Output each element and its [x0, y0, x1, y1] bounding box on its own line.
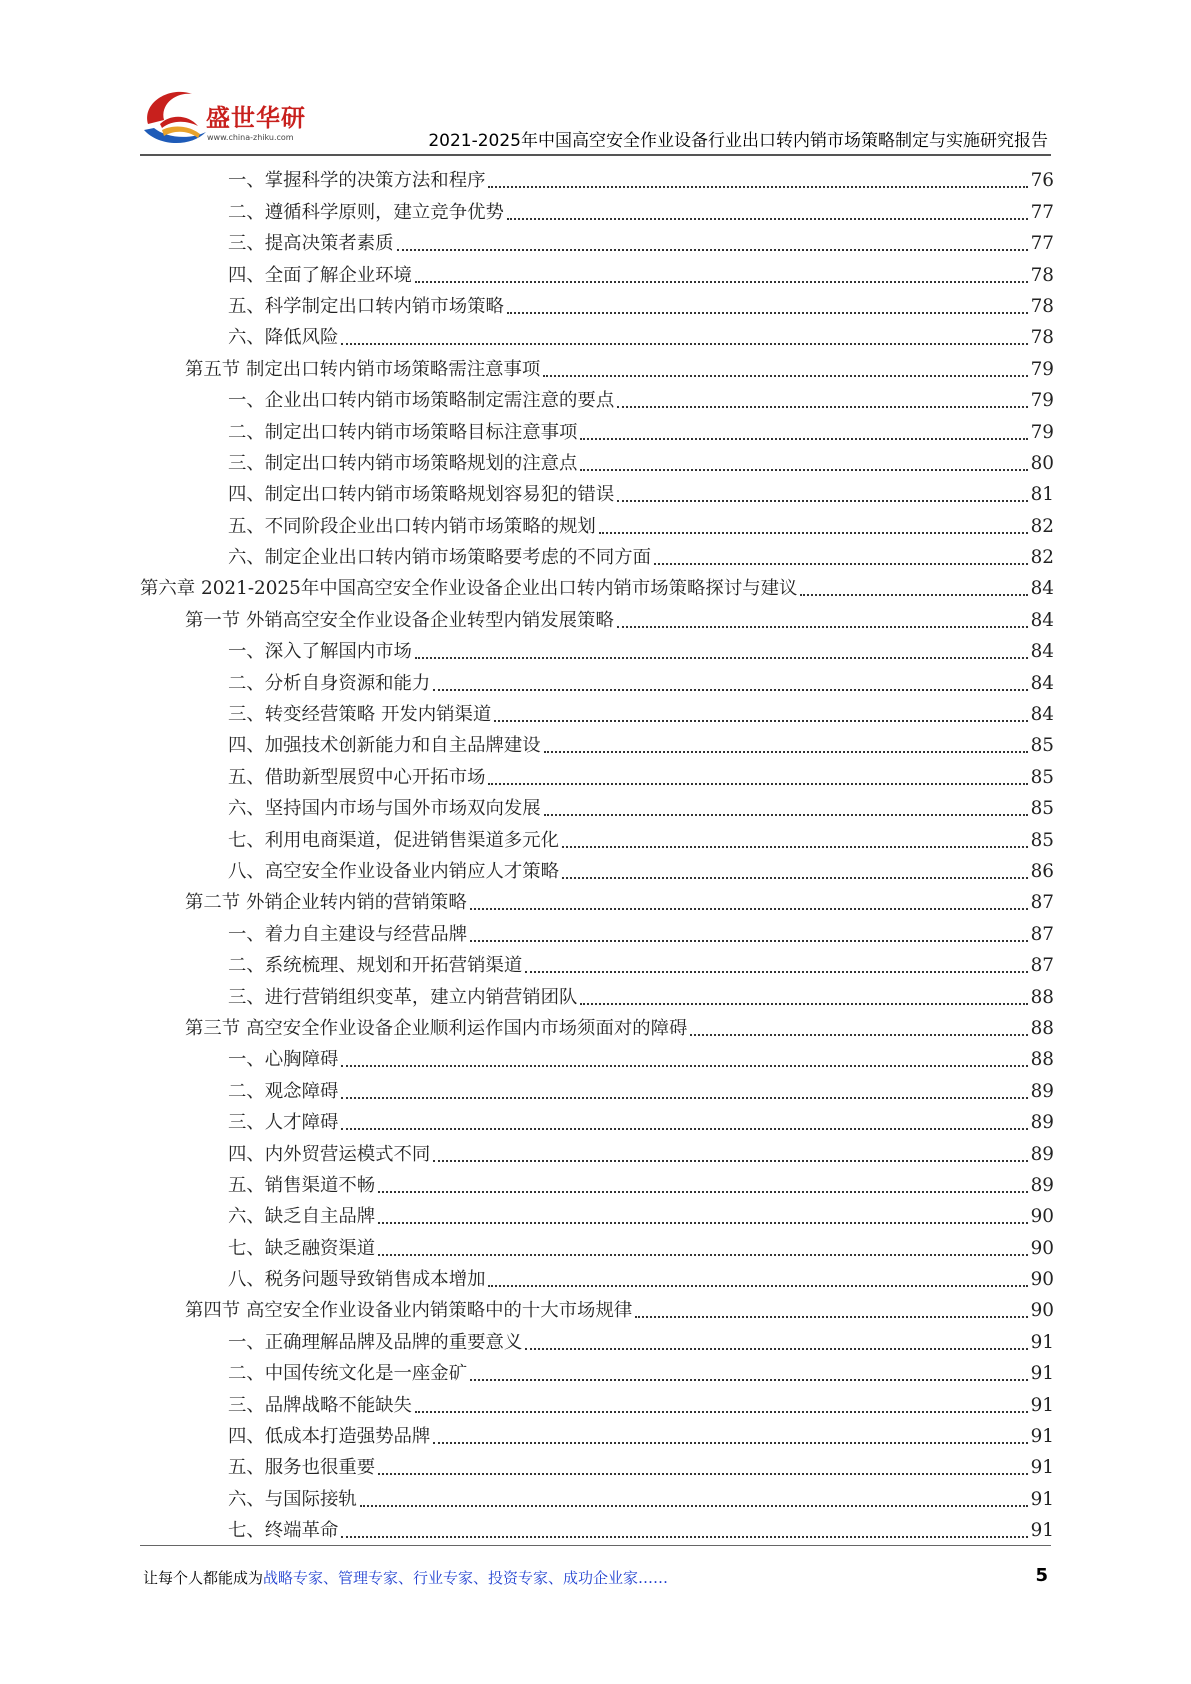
toc-entry-page: 87 — [1030, 923, 1054, 945]
footer-divider — [140, 1545, 1051, 1546]
toc-entry[interactable] — [140, 852, 1054, 883]
toc-entry-page: 82 — [1030, 515, 1054, 537]
toc-entry-title: 六、降低风险 — [228, 327, 339, 349]
toc-entry-page: 91 — [1030, 1426, 1054, 1448]
toc-entry-page: 79 — [1030, 421, 1054, 443]
toc-entry-page: 77 — [1030, 233, 1054, 255]
toc-leader-dots — [690, 1034, 1027, 1036]
toc-entry-title: 五、服务也很重要 — [228, 1457, 376, 1479]
toc-entry-page: 87 — [1030, 955, 1054, 977]
toc-entry-page: 87 — [1030, 892, 1054, 914]
toc-entry-page: 80 — [1030, 452, 1054, 474]
toc-entry-title: 四、全面了解企业环境 — [228, 264, 412, 286]
toc-entry-page: 89 — [1030, 1143, 1054, 1165]
toc-entry-page: 84 — [1030, 704, 1054, 726]
toc-entry-title: 五、科学制定出口转内销市场策略 — [228, 295, 504, 317]
toc-entry-page: 91 — [1030, 1331, 1054, 1353]
toc-entry[interactable] — [140, 946, 1054, 977]
toc-entry[interactable] — [140, 757, 1054, 788]
toc-entry-title: 二、遵循科学原则，建立竞争优势 — [228, 201, 504, 223]
toc-entry[interactable] — [140, 663, 1054, 694]
toc-entry[interactable] — [140, 1197, 1054, 1228]
toc-entry-title: 四、制定出口转内销市场策略规划容易犯的错误 — [228, 484, 615, 506]
toc-entry-page: 85 — [1030, 735, 1054, 757]
toc-entry[interactable] — [140, 1166, 1054, 1197]
toc-entry[interactable] — [140, 695, 1054, 726]
toc-entry[interactable] — [140, 1260, 1054, 1291]
toc-entry-page: 77 — [1030, 201, 1054, 223]
toc-entry[interactable] — [140, 538, 1054, 569]
toc-entry-page: 85 — [1030, 798, 1054, 820]
toc-entry-page: 84 — [1030, 578, 1054, 600]
toc-leader-dots — [415, 1411, 1028, 1413]
toc-entry-page: 78 — [1030, 295, 1054, 317]
toc-entry-title: 一、深入了解国内市场 — [228, 641, 412, 663]
toc-entry-page: 91 — [1030, 1488, 1054, 1510]
toc-entry-title: 四、内外贸营运模式不同 — [228, 1143, 431, 1165]
toc-leader-dots — [341, 1097, 1027, 1099]
toc-entry[interactable] — [140, 1071, 1054, 1102]
toc-entry-title: 六、与国际接轨 — [228, 1488, 357, 1510]
toc-leader-dots — [433, 1160, 1027, 1162]
toc-entry-title: 第一节 外销高空安全作业设备企业转型内销发展策略 — [185, 609, 614, 631]
toc-leader-dots — [507, 218, 1028, 220]
toc-entry[interactable] — [140, 600, 1054, 631]
toc-leader-dots — [617, 626, 1028, 628]
logo-name: 盛世华研 — [206, 104, 306, 132]
toc-entry-page: 84 — [1030, 672, 1054, 694]
toc-entry-page: 78 — [1030, 264, 1054, 286]
toc-entry-page: 88 — [1030, 1049, 1054, 1071]
toc-leader-dots — [397, 249, 1028, 251]
toc-entry-title: 七、终端革命 — [228, 1520, 339, 1542]
toc-leader-dots — [470, 908, 1028, 910]
toc-entry[interactable] — [140, 287, 1054, 318]
toc-entry[interactable] — [140, 412, 1054, 443]
toc-leader-dots — [341, 343, 1027, 345]
toc-entry[interactable] — [140, 569, 1054, 600]
toc-leader-dots — [341, 1128, 1027, 1130]
toc-entry-page: 89 — [1030, 1174, 1054, 1196]
toc-entry[interactable] — [140, 192, 1054, 223]
toc-entry[interactable] — [140, 726, 1054, 757]
toc-entry-page: 89 — [1030, 1112, 1054, 1134]
toc-entry-title: 七、缺乏融资渠道 — [228, 1237, 376, 1259]
toc-entry-title: 八、高空安全作业设备业内销应人才策略 — [228, 860, 560, 882]
toc-entry[interactable] — [140, 1354, 1054, 1385]
toc-entry[interactable] — [140, 161, 1054, 192]
logo-url: www.china-zhiku.com — [207, 133, 294, 142]
toc-entry-page: 90 — [1030, 1237, 1054, 1259]
page-number: 5 — [1035, 1565, 1048, 1586]
toc-entry-title: 第六章 2021-2025年中国高空安全作业设备企业出口转内销市场策略探讨与建议 — [140, 578, 798, 600]
toc-entry-title: 六、制定企业出口转内销市场策略要考虑的不同方面 — [228, 547, 651, 569]
toc-entry[interactable] — [140, 820, 1054, 851]
toc-entry-page: 90 — [1030, 1206, 1054, 1228]
toc-entry[interactable] — [140, 1040, 1054, 1071]
toc-leader-dots — [635, 1316, 1027, 1318]
toc-entry-title: 第三节 高空安全作业设备企业顺利运作国内市场须面对的障碍 — [185, 1017, 688, 1039]
toc-entry-title: 五、借助新型展贸中心开拓市场 — [228, 766, 486, 788]
toc-leader-dots — [507, 312, 1028, 314]
toc-entry[interactable] — [140, 1228, 1054, 1259]
toc-entry-title: 第五节 制定出口转内销市场策略需注意事项 — [185, 358, 541, 380]
toc-leader-dots — [562, 877, 1028, 879]
toc-entry-page: 78 — [1030, 327, 1054, 349]
toc-leader-dots — [415, 657, 1028, 659]
toc-entry-title: 八、税务问题导致销售成本增加 — [228, 1269, 486, 1291]
toc-entry[interactable] — [140, 1103, 1054, 1134]
toc-entry-title: 三、进行营销组织变革，建立内销营销团队 — [228, 986, 578, 1008]
toc-entry-page: 82 — [1030, 547, 1054, 569]
toc-leader-dots — [378, 1473, 1027, 1475]
toc-entry-title: 二、系统梳理、规划和开拓营销渠道 — [228, 955, 523, 977]
toc-leader-dots — [617, 406, 1027, 408]
toc-entry[interactable] — [140, 883, 1054, 914]
toc-entry-page: 85 — [1030, 766, 1054, 788]
toc-leader-dots — [488, 783, 1027, 785]
toc-entry[interactable] — [140, 1448, 1054, 1479]
toc-entry-title: 一、着力自主建设与经营品牌 — [228, 923, 468, 945]
toc-entry-title: 三、制定出口转内销市场策略规划的注意点 — [228, 452, 578, 474]
toc-entry-title: 六、坚持国内市场与国外市场双向发展 — [228, 798, 541, 820]
toc-leader-dots — [488, 1285, 1027, 1287]
toc-leader-dots — [800, 594, 1027, 596]
toc-entry-page: 88 — [1030, 986, 1054, 1008]
footer-slogan — [143, 1567, 668, 1588]
toc-leader-dots — [415, 281, 1028, 283]
toc-entry-title: 第四节 高空安全作业设备业内销策略中的十大市场规律 — [185, 1300, 633, 1322]
toc-entry-page: 84 — [1030, 609, 1054, 631]
toc-leader-dots — [378, 1191, 1027, 1193]
toc-entry[interactable] — [140, 1009, 1054, 1040]
toc-leader-dots — [543, 375, 1027, 377]
toc-leader-dots — [488, 186, 1027, 188]
toc-leader-dots — [470, 940, 1028, 942]
toc-leader-dots — [433, 1442, 1027, 1444]
toc-entry-page: 79 — [1030, 358, 1054, 380]
toc-leader-dots — [580, 438, 1027, 440]
slogan-prefix: 让每个人都能成为 — [143, 1569, 264, 1587]
toc-leader-dots — [378, 1222, 1027, 1224]
toc-entry[interactable] — [140, 914, 1054, 945]
toc-entry[interactable] — [140, 1322, 1054, 1353]
toc-entry-page: 91 — [1030, 1363, 1054, 1385]
toc-entry[interactable] — [140, 1417, 1054, 1448]
toc-entry-title: 五、不同阶段企业出口转内销市场策略的规划 — [228, 515, 596, 537]
toc-entry-page: 90 — [1030, 1300, 1054, 1322]
toc-entry[interactable] — [140, 632, 1054, 663]
toc-leader-dots — [494, 720, 1027, 722]
toc-entry-title: 一、正确理解品牌及品牌的重要意义 — [228, 1331, 523, 1353]
toc-entry[interactable] — [140, 475, 1054, 506]
table-of-contents — [140, 161, 1054, 1542]
toc-leader-dots — [580, 1003, 1027, 1005]
toc-entry-title: 一、掌握科学的决策方法和程序 — [228, 170, 486, 192]
toc-entry[interactable] — [140, 255, 1054, 286]
toc-entry[interactable] — [140, 1479, 1054, 1510]
toc-entry-title: 三、提高决策者素质 — [228, 233, 394, 255]
toc-entry-title: 一、心胸障碍 — [228, 1049, 339, 1071]
toc-leader-dots — [378, 1254, 1027, 1256]
toc-entry[interactable] — [140, 444, 1054, 475]
toc-leader-dots — [525, 1348, 1027, 1350]
toc-entry-page: 86 — [1030, 860, 1054, 882]
toc-entry-page: 90 — [1030, 1269, 1054, 1291]
toc-entry[interactable] — [140, 349, 1054, 380]
slogan-highlight: 战略专家、管理专家、行业专家、投资专家、成功企业家…… — [263, 1569, 669, 1587]
toc-entry[interactable] — [140, 506, 1054, 537]
toc-entry-page: 79 — [1030, 390, 1054, 412]
toc-leader-dots — [341, 1065, 1027, 1067]
toc-entry-title: 四、低成本打造强势品牌 — [228, 1426, 431, 1448]
toc-leader-dots — [470, 1379, 1028, 1381]
toc-entry-title: 二、中国传统文化是一座金矿 — [228, 1363, 468, 1385]
report-title: 2021-2025年中国高空安全作业设备行业出口转内销市场策略制定与实施研究报告 — [428, 131, 1048, 151]
toc-entry-title: 二、观念障碍 — [228, 1080, 339, 1102]
toc-entry[interactable] — [140, 318, 1054, 349]
toc-entry[interactable] — [140, 1385, 1054, 1416]
toc-entry-title: 第二节 外销企业转内销的营销策略 — [185, 892, 467, 914]
toc-entry-page: 91 — [1030, 1457, 1054, 1479]
toc-leader-dots — [360, 1505, 1028, 1507]
toc-leader-dots — [599, 532, 1028, 534]
toc-entry-page: 91 — [1030, 1520, 1054, 1542]
toc-leader-dots — [544, 751, 1028, 753]
toc-entry[interactable] — [140, 1134, 1054, 1165]
toc-entry[interactable] — [140, 381, 1054, 412]
toc-entry-page: 84 — [1030, 641, 1054, 663]
toc-leader-dots — [617, 500, 1027, 502]
header-divider — [140, 154, 1051, 156]
toc-entry-page: 85 — [1030, 829, 1054, 851]
toc-leader-dots — [525, 971, 1027, 973]
toc-entry-title: 四、加强技术创新能力和自主品牌建设 — [228, 735, 541, 757]
toc-entry[interactable] — [140, 1511, 1054, 1542]
toc-leader-dots — [341, 1536, 1027, 1538]
toc-entry-title: 一、企业出口转内销市场策略制定需注意的要点 — [228, 390, 615, 412]
toc-entry[interactable] — [140, 1291, 1054, 1322]
toc-entry-title: 三、转变经营策略 开发内销渠道 — [228, 704, 492, 726]
toc-leader-dots — [433, 689, 1027, 691]
toc-entry-title: 三、人才障碍 — [228, 1112, 339, 1134]
toc-entry-page: 76 — [1030, 170, 1054, 192]
toc-entry-title: 三、品牌战略不能缺失 — [228, 1394, 412, 1416]
toc-leader-dots — [544, 814, 1028, 816]
toc-entry[interactable] — [140, 977, 1054, 1008]
toc-entry[interactable] — [140, 224, 1054, 255]
toc-entry-page: 88 — [1030, 1017, 1054, 1039]
toc-entry-title: 六、缺乏自主品牌 — [228, 1206, 376, 1228]
toc-entry-title: 二、分析自身资源和能力 — [228, 672, 431, 694]
toc-entry-page: 89 — [1030, 1080, 1054, 1102]
toc-entry-title: 五、销售渠道不畅 — [228, 1174, 376, 1196]
toc-leader-dots — [580, 469, 1027, 471]
toc-entry[interactable] — [140, 789, 1054, 820]
toc-entry-page: 81 — [1030, 484, 1054, 506]
toc-leader-dots — [562, 846, 1028, 848]
toc-leader-dots — [654, 563, 1028, 565]
toc-entry-title: 二、制定出口转内销市场策略目标注意事项 — [228, 421, 578, 443]
toc-entry-page: 91 — [1030, 1394, 1054, 1416]
toc-entry-title: 七、利用电商渠道，促进销售渠道多元化 — [228, 829, 560, 851]
